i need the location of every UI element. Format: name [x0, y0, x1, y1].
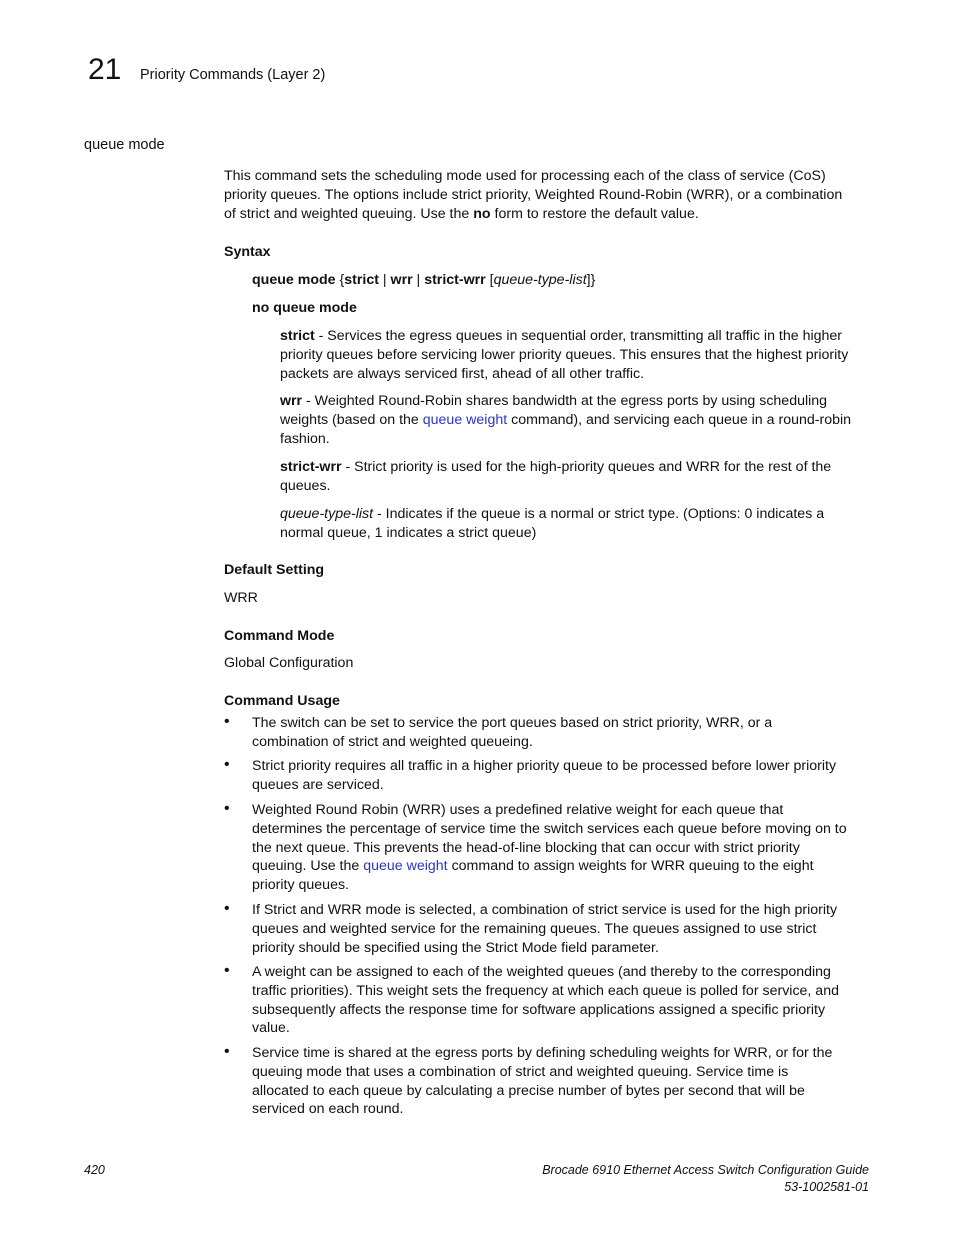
syntax-line: queue mode {strict | wrr | strict-wrr [queue-type-list]}	[252, 272, 596, 288]
list-item: • The switch can be set to service the port queues based on strict priority, WRR, or a combination of strict and weighted queueing.	[224, 713, 773, 750]
command-usage-heading: Command Usage	[224, 693, 340, 709]
list-item: • If Strict and WRR mode is selected, a combination of strict service is used for the high priority queues and weighted service for the remaining queues. The queues assigned to use strict priority should be specified using the Strict Mode field parameter.	[224, 900, 838, 956]
doc-number: 53-1002581-01	[784, 1180, 869, 1194]
bullet: •	[224, 756, 230, 773]
chapter-number: 21	[88, 53, 122, 86]
description-line: priority queues. The options include strict priority, Weighted Round-Robin (WRR), or a combination	[224, 186, 843, 203]
bullet: •	[224, 1043, 230, 1060]
chapter-title: Priority Commands (Layer 2)	[140, 67, 326, 83]
list-item: • Weighted Round Robin (WRR) uses a predefined relative weight for each queue that determines the percentage of service time the switch services each queue before moving on to the next queue. This prevents the head-of-line blocking that can occur with strict priority queuing. Use the queue weight command to assign weights for WRR queuing to the eight priority queues.	[224, 800, 847, 894]
queue-weight-link[interactable]: queue weight	[363, 858, 448, 875]
queue-weight-link[interactable]: queue weight	[422, 411, 508, 428]
param-wrr: wrr - Weighted Round-Robin shares bandwidth at the egress ports by using scheduling weights (based on the queue weight command), and servicing each queue in a round-robin fashion.	[280, 393, 852, 447]
bullet: •	[224, 713, 230, 730]
list-item: • A weight can be assigned to each of the weighted queues (and thereby to the corresponding traffic priorities). This weight sets the frequency at which each queue is polled for service, and subsequently affects the response time for software applications assigned a specific priority value.	[224, 962, 839, 1037]
bullet: •	[224, 962, 230, 979]
default-setting-value: WRR	[224, 590, 258, 606]
param-queue-type-list: queue-type-list - Indicates if the queue is a normal or strict type. (Options: 0 indicates a normal queue, 1 indicates a strict queue)	[280, 506, 825, 541]
command-title: queue mode	[84, 137, 165, 153]
bullet: •	[224, 800, 230, 817]
list-item: • Strict priority requires all traffic in a higher priority queue to be processed before lower priority queues are serviced.	[224, 756, 837, 793]
default-setting-heading: Default Setting	[224, 562, 325, 578]
guide-title: Brocade 6910 Ethernet Access Switch Configuration Guide	[542, 1163, 869, 1177]
no-keyword: no	[473, 205, 491, 222]
list-item: • Service time is shared at the egress ports by defining scheduling weights for WRR, or for the queuing mode that uses a combination of strict and weighted queuing. Service time is allocated to each queue by calculating a precise number of bytes per second that will be serviced on each round.	[224, 1043, 833, 1118]
param-strict: strict - Services the egress queues in sequential order, transmitting all traffic in the higher priority queues before servicing lower priority queues. This ensures that the highest priority packets are always serviced first, ahead of all other traffic.	[280, 328, 849, 382]
command-mode-value: Global Configuration	[224, 655, 354, 671]
command-description	[224, 167, 842, 223]
page-number: 420	[84, 1163, 105, 1177]
command-mode-heading: Command Mode	[224, 628, 335, 644]
syntax-no-form: no queue mode	[252, 300, 357, 316]
description-line: of strict and weighted queuing. Use the no form to restore the default value.	[224, 205, 699, 222]
bullet: •	[224, 900, 230, 917]
param-strict-wrr: strict-wrr - Strict priority is used for the high-priority queues and WRR for the rest of the queues.	[280, 459, 832, 494]
description-line: This command sets the scheduling mode used for processing each of the class of service (CoS)	[224, 168, 826, 184]
syntax-heading: Syntax	[224, 244, 271, 260]
